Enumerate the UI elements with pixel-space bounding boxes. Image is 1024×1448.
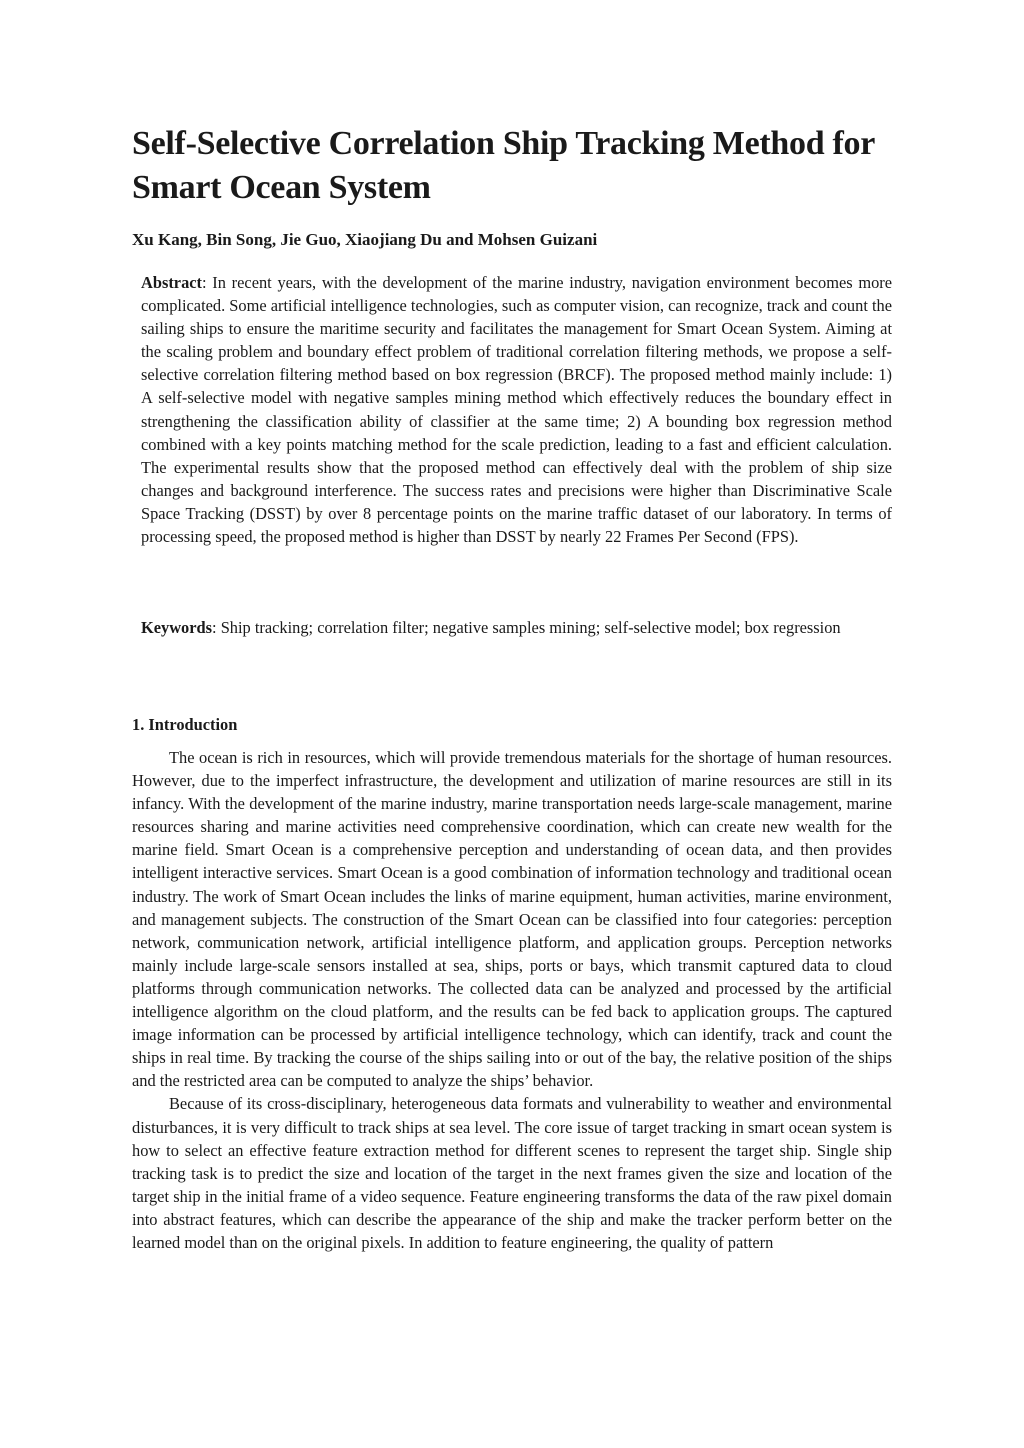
keywords-label: Keywords [141,618,213,637]
abstract-text: In recent years, with the development of the marine industry, navigation environment becomes more complicated. Some artificial intelligence technologies, such as computer vision, can recognize, track and count the sailing ships to ensure the maritime security and facilitates the management for Smart Ocean System. Aiming at the scaling problem and boundary effect problem of traditional correlation filtering methods, we propose a self-selective correlation filtering method based on box regression (BRCF). The proposed method mainly include: 1) A self-selective model with negative samples mining method which effectively reduces the boundary effect in strengthening the classification ability of classifier at the same time; 2) A bounding box regression method combined with a key points matching method for the scale prediction, leading to a fast and efficient calculation. The experimental results show that the proposed method can effectively deal with the problem of ship size changes and background interference. The success rates and precisions were higher than Discriminative Scale Space Tracking (DSST) by over 8 percentage points on the marine traffic dataset of our laboratory. In terms of processing speed, the proposed method is higher than DSST by nearly 22 Frames Per Second (FPS). [141,273,893,547]
author-list: Xu Kang, Bin Song, Jie Guo, Xiaojiang Du and Mohsen Guizani [132,230,598,249]
introduction-body [132,746,892,1254]
keywords-text: Ship tracking; correlation filter; negative samples mining; self-selective model; box regression [220,618,841,637]
keywords: Keywords: Ship tracking; correlation filter; negative samples mining; self-selective model; box regression [141,618,841,637]
body-paragraph: Because of its cross-disciplinary, heterogeneous data formats and vulnerability to weather and environmental disturbances, it is very difficult to track ships at sea level. The core issue of target tracking in smart ocean system is how to select an effective feature extraction method for different scenes to represent the target ship. Single ship tracking task is to predict the size and location of the target in the next frames given the size and location of the target ship in the initial frame of a video sequence. Feature engineering transforms the data of the raw pixel domain into abstract features, which can describe the appearance of the ship and make the tracker perform better on the learned model than on the original pixels. In addition to feature engineering, the quality of pattern [132,1094,892,1252]
body-paragraph: The ocean is rich in resources, which will provide tremendous materials for the shortage of human resources. However, due to the imperfect infrastructure, the development and utilization of marine resources are still in its infancy. With the development of the marine industry, marine transportation needs large-scale management, marine resources sharing and marine activities need comprehensive coordination, which can create new wealth for the marine field. Smart Ocean is a comprehensive perception and understanding of ocean data, and then provides intelligent interactive services. Smart Ocean is a good combination of information technology and traditional ocean industry. The work of Smart Ocean includes the links of marine equipment, human activities, marine environment, and management subjects. The construction of the Smart Ocean can be classified into four categories: perception network, communication network, artificial intelligence platform, and application groups. Perception networks mainly include large-scale sensors installed at sea, ships, ports or bays, which transmit captured data to cloud platforms through communication networks. The collected data can be analyzed and processed by the artificial intelligence algorithm on the cloud platform, and the results can be fed back to application groups. The captured image information can be processed by artificial intelligence technology, which can identify, track and count the ships in real time. By tracking the course of the ships sailing into or out of the bay, the relative position of the ships and the restricted area can be computed to analyze the ships’ behavior. [132,748,892,1091]
paper-title: Self-Selective Correlation Ship Tracking Method for Smart Ocean System [132,125,875,206]
abstract-label: Abstract [141,273,202,292]
section-heading-introduction: 1. Introduction [132,715,238,734]
abstract: Abstract: In recent years, with the development of the marine industry, navigation environment becomes more complicated. Some artificial intelligence technologies, such as computer vision, can recognize, track and count the sailing ships to ensure the maritime security and facilitates the management for Smart Ocean System. Aiming at the scaling problem and boundary effect problem of traditional correlation filtering methods, we propose a self-selective correlation filtering method based on box regression (BRCF). The proposed method mainly include: 1) A self-selective model with negative samples mining method which effectively reduces the boundary effect in strengthening the classification ability of classifier at the same time; 2) A bounding box regression method combined with a key points matching method for the scale prediction, leading to a fast and efficient calculation. The experimental results show that the proposed method can effectively deal with the problem of ship size changes and background interference. The success rates and precisions were higher than Discriminative Scale Space Tracking (DSST) by over 8 percentage points on the marine traffic dataset of our laboratory. In terms of processing speed, the proposed method is higher than DSST by nearly 22 Frames Per Second (FPS). [141,273,893,547]
